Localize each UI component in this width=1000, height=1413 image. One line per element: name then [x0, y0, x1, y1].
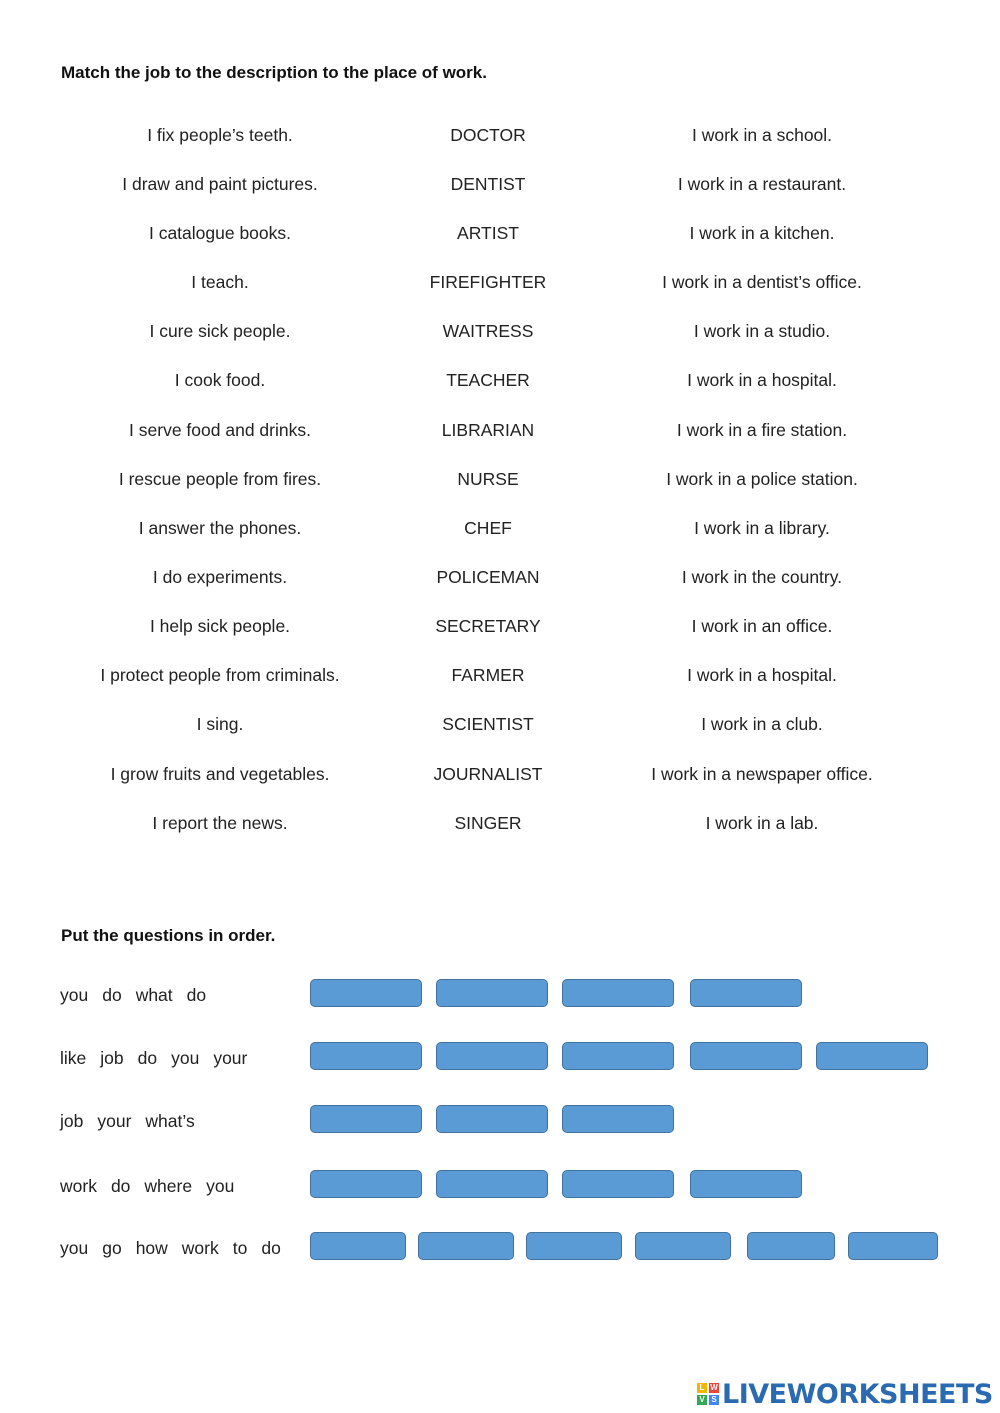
description-text[interactable]: I catalogue books. — [148, 223, 292, 243]
scrambled-word[interactable]: do — [102, 985, 122, 1005]
scrambled-word[interactable]: how — [135, 1238, 168, 1258]
description-text[interactable]: I cook food. — [174, 370, 266, 390]
answer-drop-box[interactable] — [436, 1042, 548, 1070]
match-section-title: Match the job to the description to the place of work. — [61, 63, 487, 82]
answer-drop-box[interactable] — [436, 1170, 548, 1198]
description-text[interactable]: I draw and paint pictures. — [122, 174, 318, 194]
answer-drop-box[interactable] — [418, 1232, 514, 1260]
scrambled-word[interactable]: where — [144, 1176, 193, 1196]
place-text[interactable]: I work in a hospital. — [687, 665, 837, 685]
answer-drop-box[interactable] — [562, 1170, 674, 1198]
place-text[interactable]: I work in a hospital. — [687, 370, 837, 390]
match-row — [0, 714, 1000, 744]
description-text[interactable]: I serve food and drinks. — [129, 420, 311, 440]
answer-drop-box[interactable] — [526, 1232, 622, 1260]
match-row — [0, 321, 1000, 351]
liveworksheets-logo-text: LIVEWORKSHEETS — [722, 1378, 993, 1410]
description-text[interactable]: I answer the phones. — [138, 518, 302, 538]
question-row — [0, 1232, 1000, 1272]
description-text[interactable]: I rescue people from fires. — [118, 469, 322, 489]
logo-icon-tile: S — [709, 1395, 719, 1405]
scrambled-word[interactable]: do — [110, 1176, 131, 1196]
place-text[interactable]: I work in a kitchen. — [689, 223, 835, 243]
scrambled-word[interactable]: you — [60, 1238, 89, 1258]
answer-drop-box[interactable] — [690, 979, 802, 1007]
question-row — [0, 1105, 1000, 1145]
place-text[interactable]: I work in a school. — [691, 125, 833, 145]
scrambled-words — [60, 1048, 261, 1069]
scrambled-word[interactable]: to — [232, 1238, 248, 1258]
question-row — [0, 1042, 1000, 1082]
answer-drop-box[interactable] — [848, 1232, 938, 1260]
match-row — [0, 665, 1000, 695]
description-text[interactable]: I protect people from criminals. — [100, 665, 340, 685]
answer-drop-box[interactable] — [562, 979, 674, 1007]
place-text[interactable]: I work in a police station. — [666, 469, 858, 489]
answer-drop-box[interactable] — [690, 1170, 802, 1198]
scrambled-word[interactable]: you — [60, 985, 89, 1005]
job-text[interactable]: SECRETARY — [435, 616, 541, 636]
answer-drop-box[interactable] — [310, 1042, 422, 1070]
job-text[interactable]: FARMER — [451, 665, 525, 685]
order-section-title: Put the questions in order. — [61, 926, 276, 945]
place-text[interactable]: I work in an office. — [691, 616, 833, 636]
logo-icon-tile: V — [697, 1395, 707, 1405]
description-text[interactable]: I sing. — [196, 714, 244, 734]
job-text[interactable]: WAITRESS — [442, 321, 534, 341]
answer-drop-box[interactable] — [635, 1232, 731, 1260]
match-row — [0, 370, 1000, 400]
liveworksheets-logo-icon — [697, 1383, 719, 1405]
place-text[interactable]: I work in a newspaper office. — [651, 764, 873, 784]
job-text[interactable]: TEACHER — [446, 370, 530, 390]
answer-drop-box[interactable] — [436, 979, 548, 1007]
question-row — [0, 1170, 1000, 1210]
job-text[interactable]: DOCTOR — [450, 125, 526, 145]
answer-drop-box[interactable] — [310, 1170, 422, 1198]
logo-icon-tile: W — [710, 1383, 718, 1392]
scrambled-word[interactable]: do — [137, 1048, 158, 1068]
match-row — [0, 567, 1000, 597]
scrambled-word[interactable]: you — [171, 1048, 200, 1068]
job-text[interactable]: CHEF — [464, 518, 512, 538]
scrambled-word[interactable]: job — [60, 1111, 84, 1131]
scrambled-word[interactable]: you — [206, 1176, 235, 1196]
match-row — [0, 420, 1000, 450]
answer-drop-box[interactable] — [310, 1105, 422, 1133]
job-text[interactable]: JOURNALIST — [433, 764, 543, 784]
answer-drop-box[interactable] — [562, 1105, 674, 1133]
scrambled-words — [60, 1238, 295, 1259]
scrambled-word[interactable]: what — [135, 985, 173, 1005]
description-text[interactable]: I teach. — [191, 272, 249, 292]
place-text[interactable]: I work in the country. — [681, 567, 843, 587]
job-text[interactable]: FIREFIGHTER — [429, 272, 547, 292]
scrambled-word[interactable]: like — [60, 1048, 87, 1068]
scrambled-word[interactable]: your — [213, 1048, 248, 1068]
scrambled-words — [60, 1111, 209, 1132]
answer-drop-box[interactable] — [690, 1042, 802, 1070]
match-row — [0, 469, 1000, 499]
description-text[interactable]: I cure sick people. — [149, 321, 291, 341]
match-row — [0, 272, 1000, 302]
scrambled-words — [60, 985, 220, 1006]
job-text[interactable]: ARTIST — [457, 223, 519, 243]
job-text[interactable]: NURSE — [457, 469, 519, 489]
description-text[interactable]: I do experiments. — [152, 567, 288, 587]
place-text[interactable]: I work in a library. — [694, 518, 830, 538]
place-text[interactable]: I work in a restaurant. — [677, 174, 847, 194]
scrambled-word[interactable]: work — [60, 1176, 97, 1196]
match-row — [0, 764, 1000, 794]
match-row — [0, 125, 1000, 155]
job-text[interactable]: SINGER — [454, 813, 522, 833]
scrambled-word[interactable]: job — [100, 1048, 124, 1068]
scrambled-word[interactable]: do — [261, 1238, 281, 1258]
scrambled-word[interactable]: do — [186, 985, 207, 1005]
description-text[interactable]: I help sick people. — [149, 616, 291, 636]
answer-drop-box[interactable] — [310, 979, 422, 1007]
answer-drop-box[interactable] — [562, 1042, 674, 1070]
place-text[interactable]: I work in a studio. — [693, 321, 831, 341]
job-text[interactable]: DENTIST — [450, 174, 526, 194]
scrambled-word[interactable]: work — [181, 1238, 219, 1258]
answer-drop-box[interactable] — [436, 1105, 548, 1133]
liveworksheets-logo — [697, 1377, 993, 1411]
place-text[interactable]: I work in a dentist’s office. — [662, 272, 862, 292]
scrambled-word[interactable]: your — [97, 1111, 132, 1131]
scrambled-word[interactable]: go — [102, 1238, 122, 1258]
scrambled-words — [60, 1176, 248, 1197]
job-text[interactable]: LIBRARIAN — [441, 420, 535, 440]
question-row — [0, 979, 1000, 1019]
answer-drop-box[interactable] — [747, 1232, 835, 1260]
scrambled-word[interactable]: what’s — [145, 1111, 195, 1131]
job-text[interactable]: SCIENTIST — [442, 714, 534, 734]
match-row — [0, 813, 1000, 843]
match-row — [0, 174, 1000, 204]
place-text[interactable]: I work in a fire station. — [676, 420, 848, 440]
description-text[interactable]: I grow fruits and vegetables. — [110, 764, 330, 784]
place-text[interactable]: I work in a lab. — [705, 813, 819, 833]
logo-icon-tile: L — [697, 1383, 707, 1393]
description-text[interactable]: I report the news. — [152, 813, 288, 833]
place-text[interactable]: I work in a club. — [701, 714, 823, 734]
job-text[interactable]: POLICEMAN — [436, 567, 540, 587]
match-row — [0, 518, 1000, 548]
match-row — [0, 616, 1000, 646]
match-row — [0, 223, 1000, 253]
answer-drop-box[interactable] — [310, 1232, 406, 1260]
description-text[interactable]: I fix people’s teeth. — [147, 125, 293, 145]
answer-drop-box[interactable] — [816, 1042, 928, 1070]
